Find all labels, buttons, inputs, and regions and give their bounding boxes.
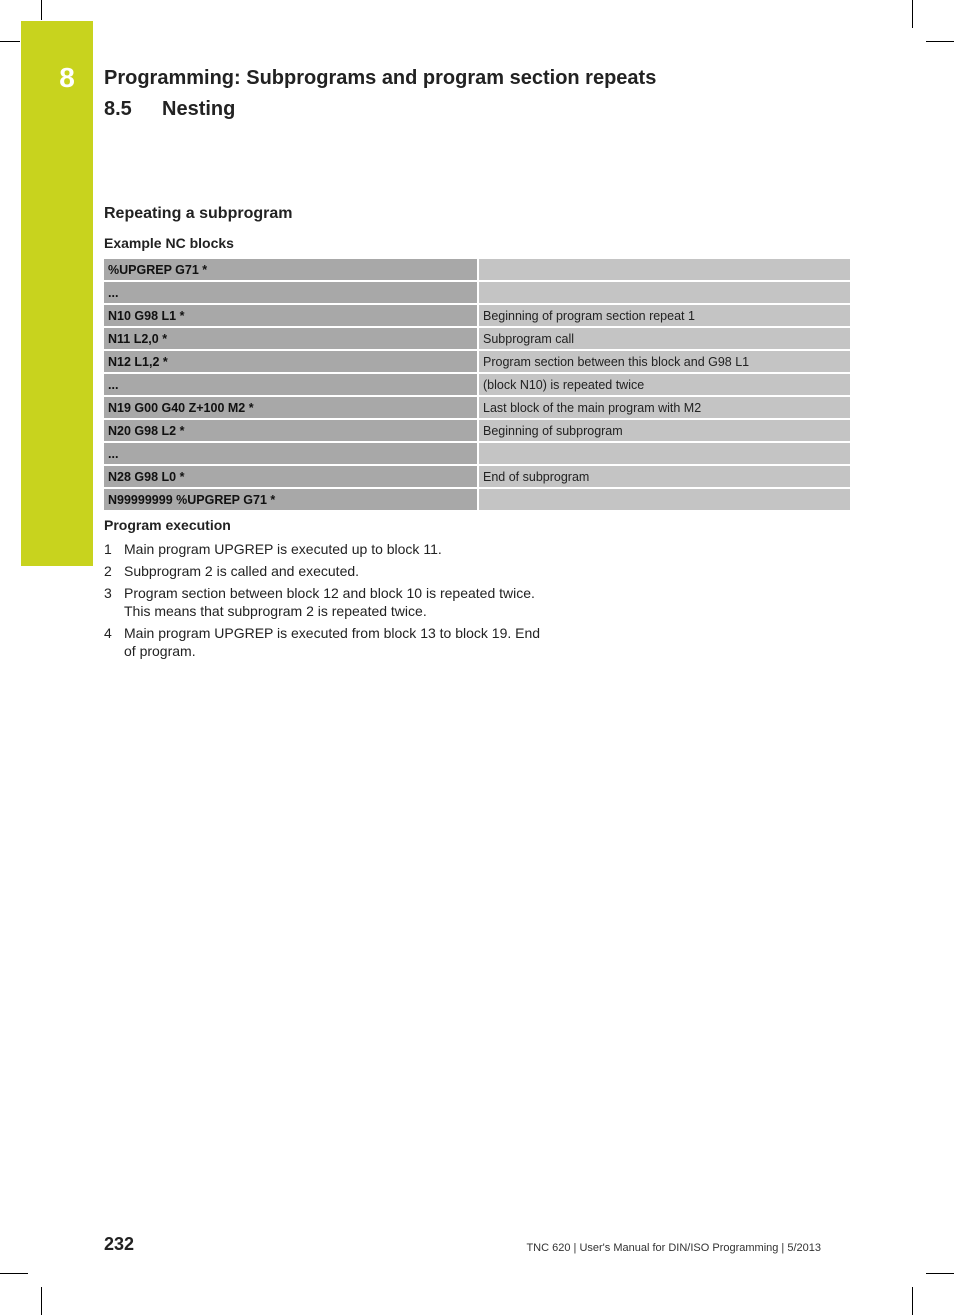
crop-mark xyxy=(41,0,42,20)
nc-code: N28 G98 L0 * xyxy=(104,466,479,487)
table-row xyxy=(104,374,850,395)
table-row xyxy=(104,351,850,372)
table-row xyxy=(104,305,850,326)
step-text: Subprogram 2 is called and executed. xyxy=(124,563,360,579)
chapter-title: Programming: Subprograms and program section repeats xyxy=(104,67,657,89)
crop-mark xyxy=(926,1273,954,1274)
footer-manual-info: TNC 620 | User's Manual for DIN/ISO Programming | 5/2013 xyxy=(526,1242,821,1254)
nc-description xyxy=(479,443,850,464)
nc-code: N11 L2,0 * xyxy=(104,328,479,349)
nc-code: N10 G98 L1 * xyxy=(104,305,479,326)
nc-description: Beginning of subprogram xyxy=(479,420,850,441)
nc-description: Program section between this block and G98 L1 xyxy=(479,351,850,372)
nc-code: N20 G98 L2 * xyxy=(104,420,479,441)
nc-code: ... xyxy=(104,282,479,303)
chapter-sidebar xyxy=(21,21,93,566)
step-text: Main program UPGREP is executed up to block 11. xyxy=(124,541,442,557)
crop-mark xyxy=(912,1287,913,1315)
table-row xyxy=(104,259,850,280)
table-row xyxy=(104,282,850,303)
list-item xyxy=(104,562,544,580)
nc-code: ... xyxy=(104,443,479,464)
step-number: 3 xyxy=(104,585,112,601)
nc-description: Beginning of program section repeat 1 xyxy=(479,305,850,326)
section-heading xyxy=(104,98,235,121)
table-row xyxy=(104,489,850,510)
step-text: Program section between block 12 and block 10 is repeated twice. This means that subprogram 2 is repeated twice. xyxy=(124,585,535,619)
step-number: 4 xyxy=(104,625,112,641)
nc-blocks-table xyxy=(104,257,850,512)
list-item xyxy=(104,540,544,558)
nc-description xyxy=(479,282,850,303)
nc-description xyxy=(479,489,850,510)
execution-steps xyxy=(104,540,544,664)
step-number: 1 xyxy=(104,541,112,557)
section-number: 8.5 xyxy=(104,98,132,120)
list-item xyxy=(104,624,544,660)
execution-heading: Program execution xyxy=(104,517,231,533)
step-text: Main program UPGREP is executed from block 13 to block 19. End of program. xyxy=(124,625,541,659)
nc-description: Subprogram call xyxy=(479,328,850,349)
table-row xyxy=(104,466,850,487)
crop-mark xyxy=(0,41,20,42)
nc-code: N99999999 %UPGREP G71 * xyxy=(104,489,479,510)
crop-mark xyxy=(912,0,913,28)
nc-code: %UPGREP G71 * xyxy=(104,259,479,280)
nc-description: Last block of the main program with M2 xyxy=(479,397,850,418)
crop-mark xyxy=(41,1287,42,1315)
nc-description xyxy=(479,259,850,280)
crop-mark xyxy=(0,1273,28,1274)
subsection-heading: Repeating a subprogram xyxy=(104,205,293,222)
table-row xyxy=(104,397,850,418)
nc-description: End of subprogram xyxy=(479,466,850,487)
nc-code: N19 G00 G40 Z+100 M2 * xyxy=(104,397,479,418)
table-row xyxy=(104,420,850,441)
page-number: 232 xyxy=(104,1234,135,1254)
list-item xyxy=(104,584,544,620)
step-number: 2 xyxy=(104,563,112,579)
nc-code: ... xyxy=(104,374,479,395)
table-row xyxy=(104,443,850,464)
table-row xyxy=(104,328,850,349)
nc-code: N12 L1,2 * xyxy=(104,351,479,372)
section-title: Nesting xyxy=(162,98,236,120)
crop-mark xyxy=(926,41,954,42)
example-heading: Example NC blocks xyxy=(104,235,234,251)
nc-description: (block N10) is repeated twice xyxy=(479,374,850,395)
chapter-number: 8 xyxy=(59,62,75,93)
